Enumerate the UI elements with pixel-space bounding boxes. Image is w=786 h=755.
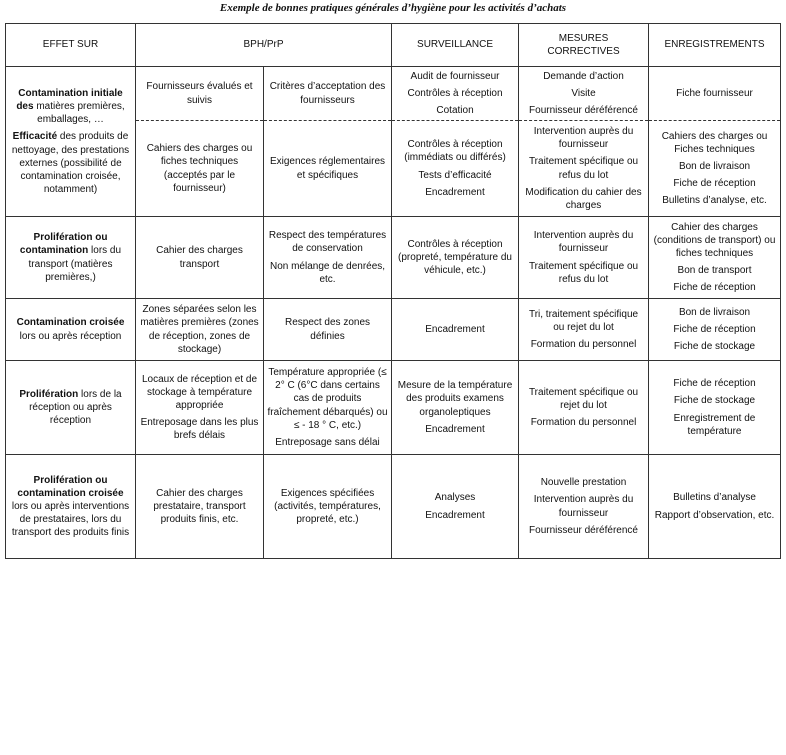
enregistrements-cell: Bulletins d’analyse Rapport d’observation, etc.	[649, 455, 781, 559]
mesures-cell: Tri, traitement spécifique ou rejet du lot Formation du personnel	[519, 299, 649, 361]
enregistrements-cell: Bon de livraison Fiche de réception Fiche de stockage	[649, 299, 781, 361]
effet-cell: Prolifération ou contamination croisée lors ou après interventions de prestataires, lors du transport des produits finis	[6, 455, 136, 559]
bph-cell: Fournisseurs évalués et suivis	[136, 67, 264, 121]
bph-cell: Exigences spécifiées (activités, températures, propreté, etc.)	[264, 455, 392, 559]
table-row	[6, 217, 781, 299]
table-row	[6, 299, 781, 361]
bph-cell: Respect des zones définies	[264, 299, 392, 361]
table-row	[6, 67, 781, 121]
mesures-cell: Traitement spécifique ou rejet du lot Formation du personnel	[519, 361, 649, 455]
bph-cell: Exigences réglementaires et spécifiques	[264, 121, 392, 217]
surveillance-cell: Analyses Encadrement	[392, 455, 519, 559]
header-mesures: MESURES CORRECTIVES	[519, 24, 649, 67]
surveillance-cell: Mesure de la température des produits examens organoleptiques Encadrement	[392, 361, 519, 455]
enregistrements-cell: Cahiers des charges ou Fiches techniques Bon de livraison Fiche de réception Bulletins d’analyse, etc.	[649, 121, 781, 217]
page-title: Exemple de bonnes pratiques générales d’hygiène pour les activités d’achats	[219, 2, 567, 14]
bph-cell: Respect des températures de conservation Non mélange de denrées, etc.	[264, 217, 392, 299]
bph-cell: Température appropriée (≤ 2° C (6°C dans certains cas de produits fraîchement débarqués) ou ≤ - 18 ° C, etc.) Entreposage sans délai	[264, 361, 392, 455]
header-effet: EFFET SUR	[6, 24, 136, 67]
mesures-cell: Demande d’action Visite Fournisseur déréférencé	[519, 67, 649, 121]
effet-cell: Prolifération lors de la réception ou après réception	[6, 361, 136, 455]
mesures-cell: Nouvelle prestation Intervention auprès du fournisseur Fournisseur déréférencé	[519, 455, 649, 559]
header-enregistrements: ENREGISTREMENTS	[649, 24, 781, 67]
surveillance-cell: Contrôles à réception (propreté, température du véhicule, etc.)	[392, 217, 519, 299]
table-row	[6, 455, 781, 559]
effet-cell: Contamination initiale des matières premières, emballages, … Efficacité des produits de nettoyage, des prestations externes (possibilité de contamination croisée, notamment)	[6, 67, 136, 217]
surveillance-cell: Contrôles à réception (immédiats ou différés) Tests d’efficacité Encadrement	[392, 121, 519, 217]
bph-cell: Cahiers des charges ou fiches techniques (acceptés par le fournisseur)	[136, 121, 264, 217]
table-row	[6, 361, 781, 455]
effet-cell: Prolifération ou contamination lors du transport (matières premières,)	[6, 217, 136, 299]
effet-cell: Contamination croisée lors ou après réception	[6, 299, 136, 361]
mesures-cell: Intervention auprès du fournisseur Traitement spécifique ou refus du lot	[519, 217, 649, 299]
header-surveillance: SURVEILLANCE	[392, 24, 519, 67]
mesures-cell: Intervention auprès du fournisseur Traitement spécifique ou refus du lot Modification du cahier des charges	[519, 121, 649, 217]
header-row	[6, 24, 781, 67]
enregistrements-cell: Cahier des charges (conditions de transport) ou fiches techniques Bon de transport Fiche de réception	[649, 217, 781, 299]
enregistrements-cell: Fiche fournisseur	[649, 67, 781, 121]
surveillance-cell: Audit de fournisseur Contrôles à réception Cotation	[392, 67, 519, 121]
enregistrements-cell: Fiche de réception Fiche de stockage Enregistrement de température	[649, 361, 781, 455]
surveillance-cell: Encadrement	[392, 299, 519, 361]
bph-cell: Critères d’acceptation des fournisseurs	[264, 67, 392, 121]
bph-cell: Zones séparées selon les matières premières (zones de réception, zones de stockage)	[136, 299, 264, 361]
header-bph: BPH/PrP	[136, 24, 392, 67]
bph-cell: Locaux de réception et de stockage à température appropriée Entreposage dans les plus brefs délais	[136, 361, 264, 455]
hygiene-practices-table	[5, 23, 781, 559]
bph-cell: Cahier des charges prestataire, transport produits finis, etc.	[136, 455, 264, 559]
bph-cell: Cahier des charges transport	[136, 217, 264, 299]
